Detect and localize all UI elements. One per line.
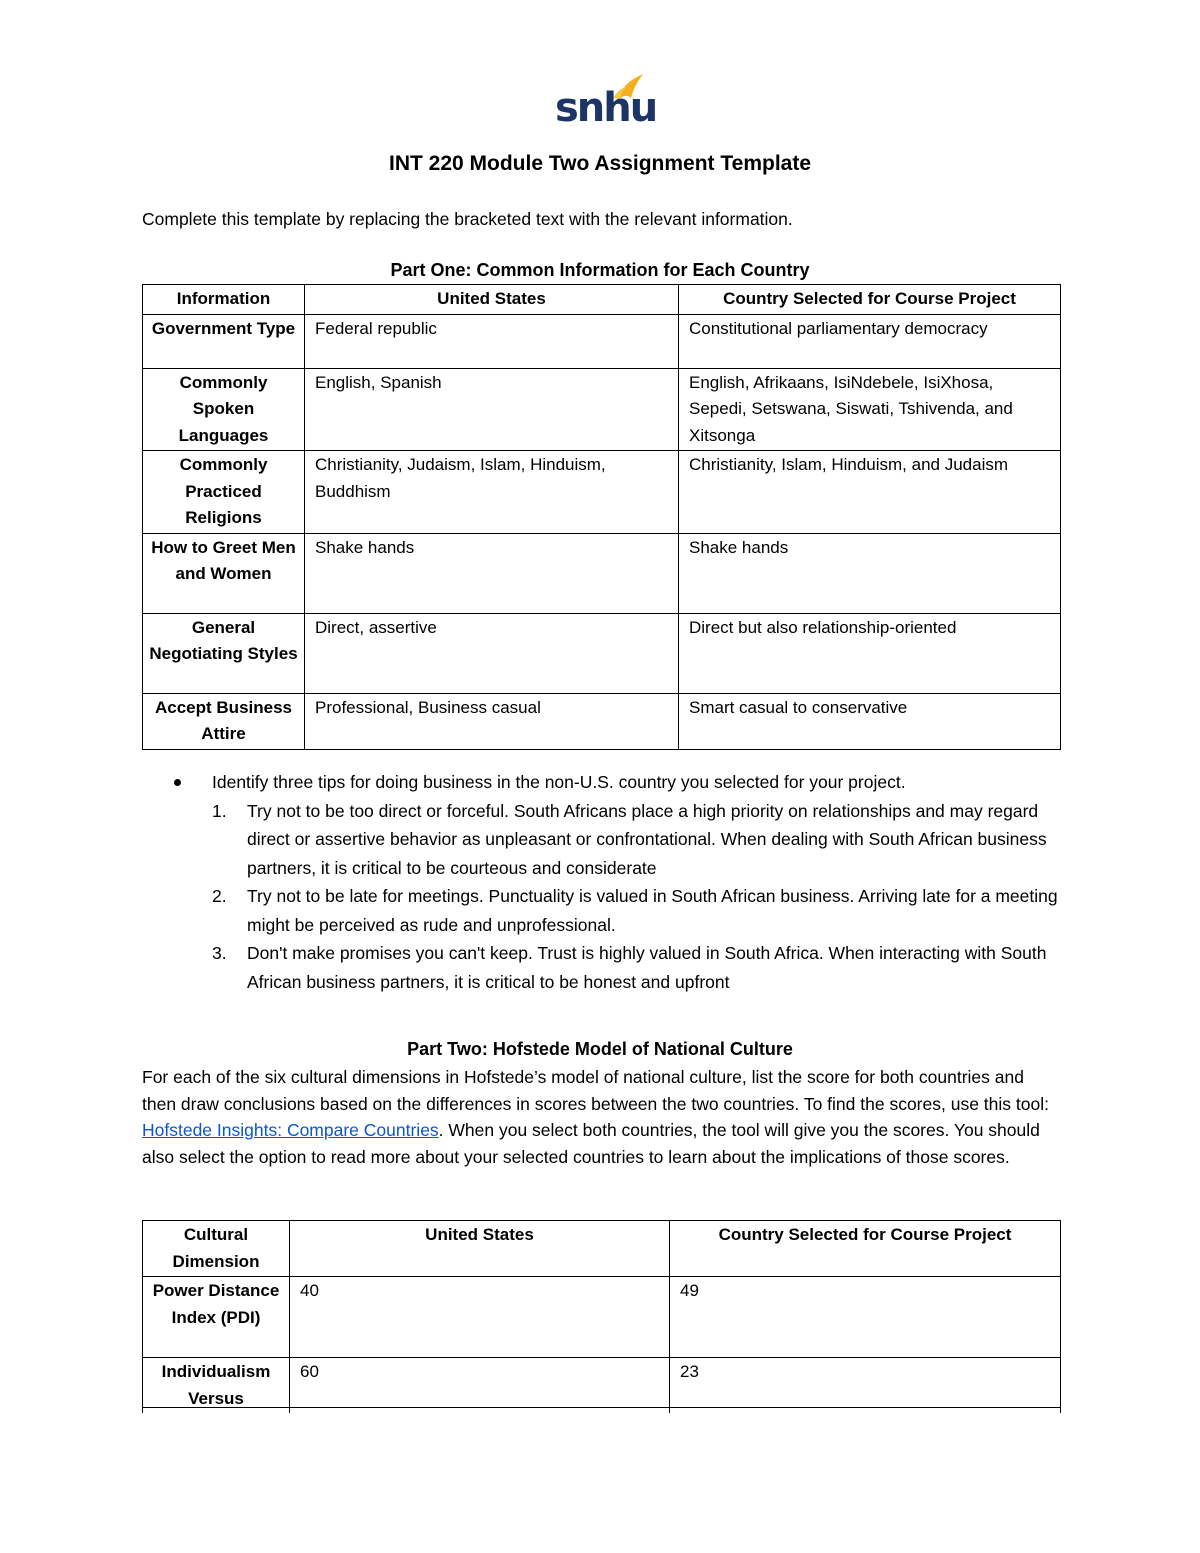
row-label: Accept Business Attire bbox=[143, 693, 305, 749]
row-label: Government Type bbox=[143, 314, 305, 368]
us-cell: 40 bbox=[290, 1277, 670, 1358]
other-cell: Smart casual to conservative bbox=[679, 693, 1061, 749]
logo-text: snhu bbox=[555, 85, 657, 131]
table-row-religions bbox=[143, 451, 1061, 534]
table-header-row bbox=[143, 1221, 1061, 1277]
table-row-government-type bbox=[143, 314, 1061, 368]
part-two-table bbox=[142, 1220, 1061, 1413]
other-cell: 23 bbox=[670, 1358, 1061, 1414]
row-label: Individualism Versus bbox=[143, 1358, 290, 1414]
other-cell: Christianity, Islam, Hinduism, and Judaism bbox=[679, 451, 1061, 534]
instructions-text: For each of the six cultural dimensions in Hofstede’s model of national culture, list the score for both countries and then draw conclusions based on the differences in scores between the two countries. To find the scores, use this tool: bbox=[142, 1067, 1049, 1114]
page-break-rule bbox=[142, 1407, 1060, 1408]
us-cell: Shake hands bbox=[305, 533, 679, 613]
business-tips bbox=[142, 768, 1067, 996]
header-information: Information bbox=[143, 285, 305, 315]
header-selected-country: Country Selected for Course Project bbox=[679, 285, 1061, 315]
us-cell: Federal republic bbox=[305, 314, 679, 368]
intro-text: Complete this template by replacing the bracketed text with the relevant information. bbox=[142, 209, 793, 229]
bullet-icon bbox=[174, 779, 181, 786]
document-title: INT 220 Module Two Assignment Template bbox=[389, 152, 811, 175]
tip-text: Don't make promises you can't keep. Trust is highly valued in South Africa. When interacting with South African business partners, it is critical to be honest and upfront bbox=[247, 943, 1047, 992]
part-one-table bbox=[142, 284, 1061, 750]
row-label: General Negotiating Styles bbox=[143, 613, 305, 693]
part-two-heading: Part Two: Hofstede Model of National Culture bbox=[407, 1039, 793, 1059]
other-cell: English, Afrikaans, IsiNdebele, IsiXhosa, Sepedi, Setswana, Siswati, Tshivenda, and Xitsonga bbox=[679, 368, 1061, 451]
table-row-attire bbox=[143, 693, 1061, 749]
other-cell: Direct but also relationship-oriented bbox=[679, 613, 1061, 693]
snhu-logo bbox=[555, 72, 657, 134]
table-header-row bbox=[143, 285, 1061, 315]
header-selected-country: Country Selected for Course Project bbox=[670, 1221, 1061, 1277]
part-one-heading: Part One: Common Information for Each Country bbox=[390, 260, 810, 280]
us-cell: English, Spanish bbox=[305, 368, 679, 451]
table-row-languages bbox=[143, 368, 1061, 451]
part-two-instructions bbox=[142, 1064, 1062, 1170]
us-cell: 60 bbox=[290, 1358, 670, 1414]
tip-text: Try not to be too direct or forceful. South Africans place a high priority on relationships and may regard direct or assertive behavior as unpleasant or confrontational. When dealing with South African business partners, it is critical to be courteous and considerate bbox=[247, 800, 1047, 878]
table-row-individualism bbox=[143, 1358, 1061, 1414]
item-number: 3. bbox=[212, 943, 227, 963]
item-number: 2. bbox=[212, 886, 227, 906]
tips-prompt: Identify three tips for doing business in the non-U.S. country you selected for your project. bbox=[212, 772, 906, 792]
header-cultural-dimension: Cultural Dimension bbox=[143, 1221, 290, 1277]
list-item bbox=[142, 797, 1067, 883]
us-cell: Direct, assertive bbox=[305, 613, 679, 693]
item-number: 1. bbox=[212, 800, 227, 821]
list-item bbox=[142, 768, 1067, 797]
hofstede-compare-link[interactable]: Hofstede Insights: Compare Countries bbox=[142, 1120, 439, 1140]
table-row-power-distance bbox=[143, 1277, 1061, 1358]
other-cell: 49 bbox=[670, 1277, 1061, 1358]
list-item bbox=[142, 939, 1067, 996]
tip-text: Try not to be late for meetings. Punctuality is valued in South African business. Arriving late for a meeting might be perceived as rude and unprofessional. bbox=[247, 886, 1058, 935]
us-cell: Professional, Business casual bbox=[305, 693, 679, 749]
header-united-states: United States bbox=[305, 285, 679, 315]
row-label: Commonly Practiced Religions bbox=[143, 451, 305, 534]
other-cell: Constitutional parliamentary democracy bbox=[679, 314, 1061, 368]
table-row-greeting bbox=[143, 533, 1061, 613]
header-united-states: United States bbox=[290, 1221, 670, 1277]
row-label: Commonly Spoken Languages bbox=[143, 368, 305, 451]
us-cell: Christianity, Judaism, Islam, Hinduism, Buddhism bbox=[305, 451, 679, 534]
list-item bbox=[142, 882, 1067, 939]
row-label: Power Distance Index (PDI) bbox=[143, 1277, 290, 1358]
other-cell: Shake hands bbox=[679, 533, 1061, 613]
row-label: How to Greet Men and Women bbox=[143, 533, 305, 613]
table-row-negotiating bbox=[143, 613, 1061, 693]
instructions-text-continued: . When you select both countries, the tool will give you the scores. You should also select the option to read more about your selected countries to learn about the implications of those scores. bbox=[142, 1120, 1040, 1167]
